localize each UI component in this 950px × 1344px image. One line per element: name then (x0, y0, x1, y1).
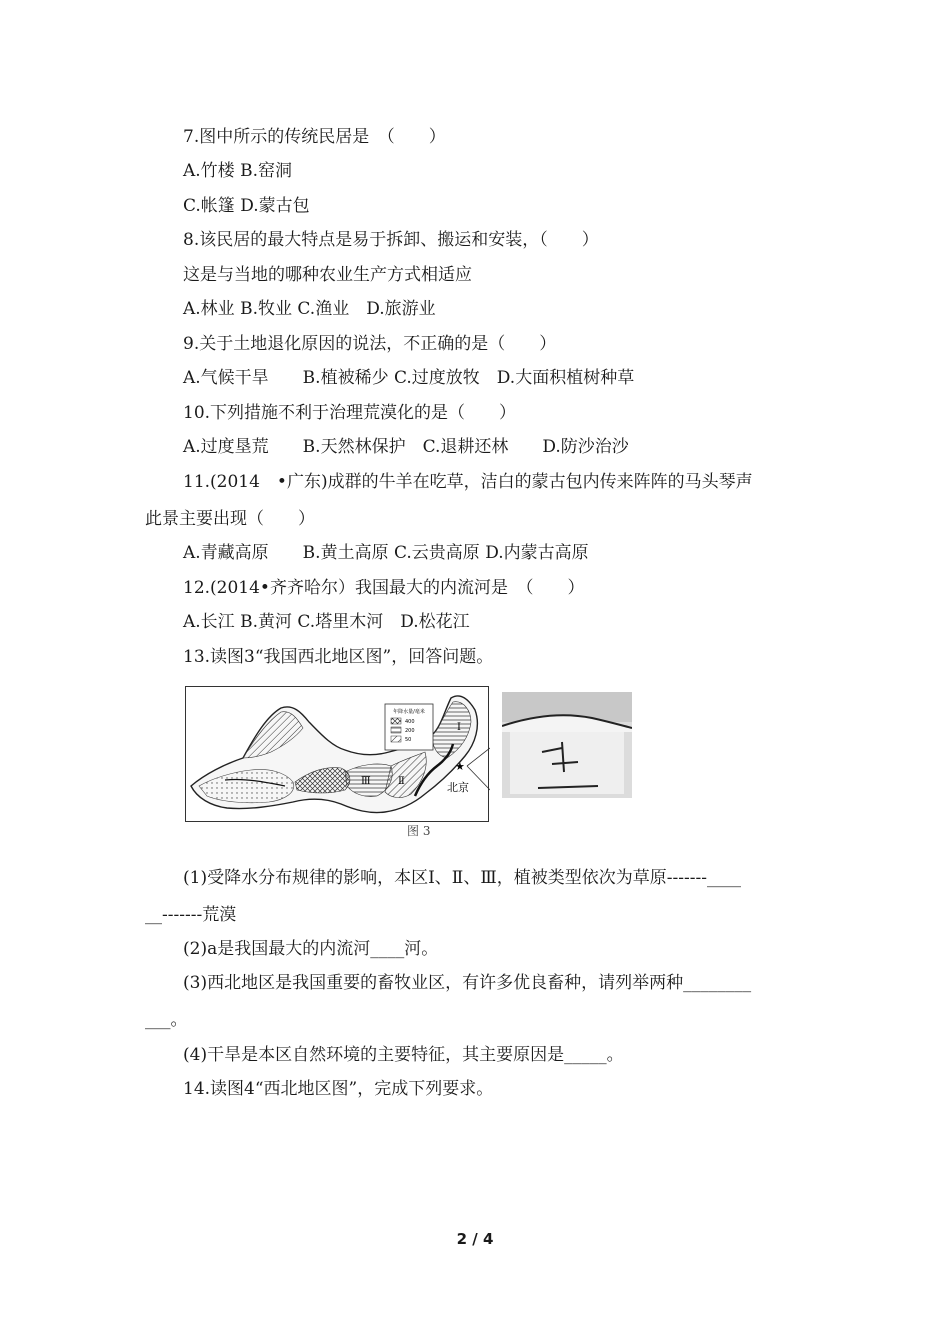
q11-stem: 11.(2014 •广东)成群的牛羊在吃草，洁白的蒙古包内传来阵阵的马头琴声 (183, 472, 753, 492)
q13-sub3-line2: ___。 (145, 1010, 188, 1030)
region-label-3: Ⅲ (361, 776, 371, 787)
northwest-map (185, 686, 490, 826)
page-number: 2 / 4 (456, 1230, 494, 1248)
q7-options-1: A.竹楼 B.窑洞 (183, 161, 292, 181)
q13-sub2: (2)a是我国最大的内流河____河。 (183, 939, 439, 959)
q8-options: A.林业 B.牧业 C.渔业 D.旅游业 (183, 299, 436, 319)
q13-stem: 13.读图3“我国西北地区图”，回答问题。 (183, 647, 494, 667)
q12-stem: 12.(2014•齐齐哈尔）我国最大的内流河是 （ ） (183, 578, 585, 598)
beijing-label: 北京 (447, 781, 469, 794)
q13-sub3-line1: (3)西北地区是我国重要的畜牧业区，有许多优良畜种，请列举两种________ (183, 973, 752, 993)
q11-options: A.青藏高原 B.黄土高原 C.云贵高原 D.内蒙古高原 (183, 543, 589, 563)
q7-stem: 7.图中所示的传统民居是 （ ） (183, 127, 446, 147)
q8-stem: 8.该民居的最大特点是易于拆卸、搬运和安装，（ ） (183, 230, 599, 250)
legend-item-3: 50 (405, 737, 412, 743)
q13-sub4: (4)干旱是本区自然环境的主要特征，其主要原因是_____。 (183, 1045, 624, 1065)
region-label-1: Ⅰ (457, 722, 461, 733)
q14-stem: 14.读图4“西北地区图”，完成下列要求。 (183, 1079, 494, 1099)
q12-options: A.长江 B.黄河 C.塔里木河 D.松花江 (183, 612, 470, 632)
q10-stem: 10.下列措施不利于治理荒漠化的是（ ） (183, 403, 517, 423)
q13-sub1-line2: __-------荒漠 (145, 905, 237, 925)
region-label-2: Ⅱ (398, 776, 405, 787)
legend-item-2: 200 (405, 728, 415, 734)
figure-caption: 图 3 (407, 824, 431, 838)
q9-options: A.气候干旱 B.植被稀少 C.过度放牧 D.大面积植树种草 (183, 368, 635, 388)
q11-stem-2: 此景主要出现（ ） (145, 509, 315, 529)
yurt-photo (502, 692, 632, 798)
beijing-star-icon: ★ (455, 760, 465, 773)
q13-sub1-line1: (1)受降水分布规律的影响，本区Ⅰ、Ⅱ、Ⅲ，植被类型依次为草原-------____ (183, 868, 741, 888)
northwest-map-figure (185, 686, 490, 838)
q7-options-2: C.帐篷 D.蒙古包 (183, 196, 310, 216)
q8-stem-2: 这是与当地的哪种农业生产方式相适应 (183, 265, 472, 285)
legend-title: 年降水量/毫米 (393, 709, 425, 715)
q9-stem: 9.关于土地退化原因的说法，不正确的是（ ） (183, 334, 557, 354)
q10-options: A.过度垦荒 B.天然林保护 C.退耕还林 D.防沙治沙 (183, 437, 629, 457)
legend-item-1: 400 (405, 719, 415, 725)
